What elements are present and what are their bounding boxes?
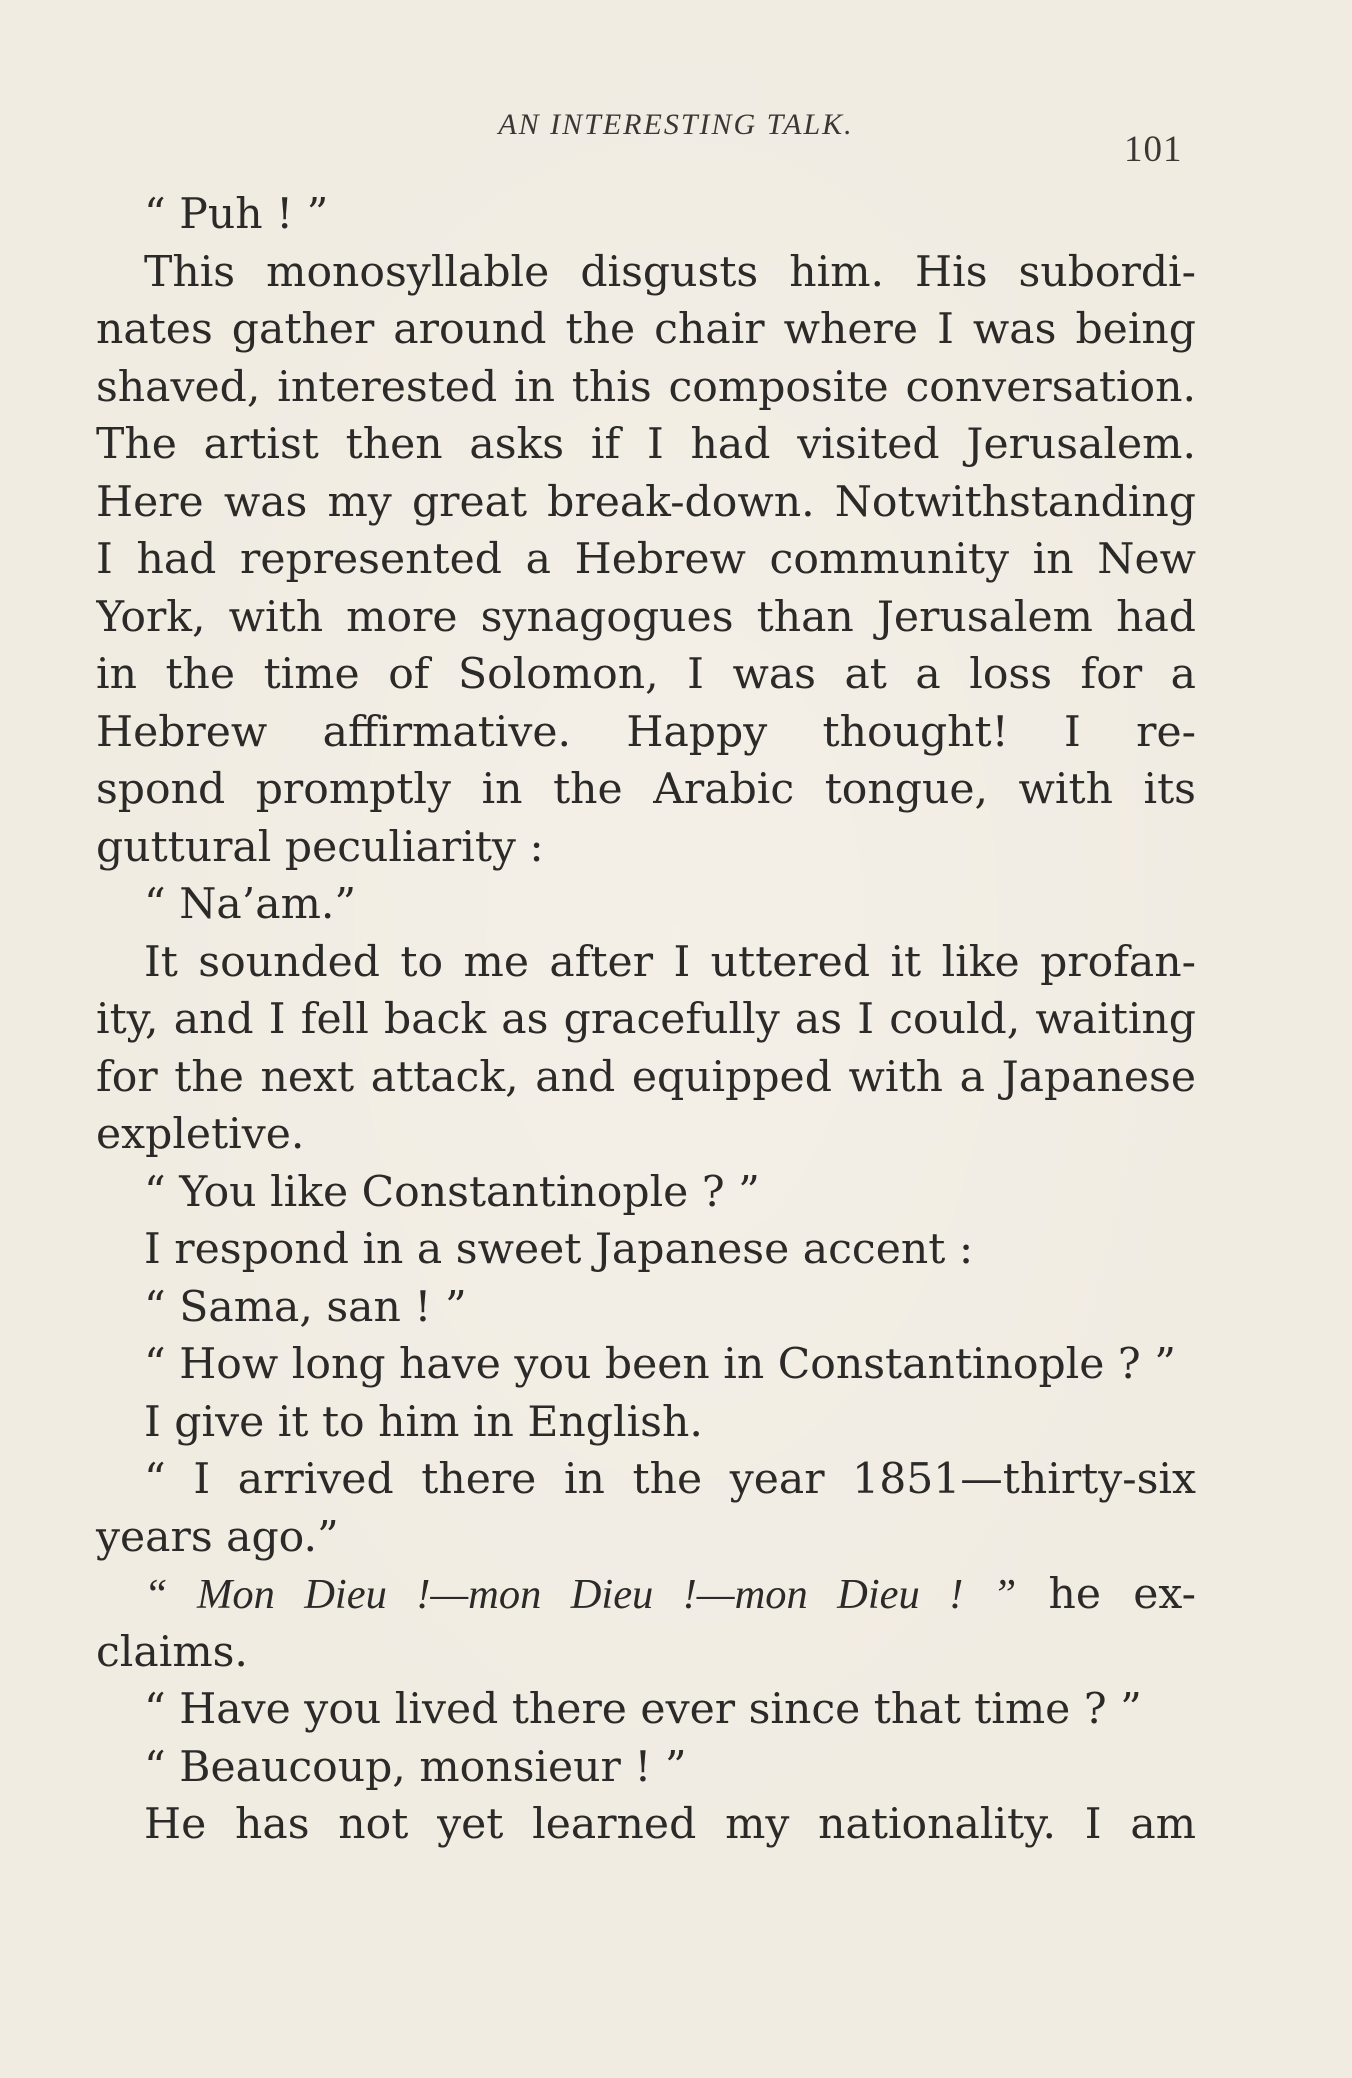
text-line-mixed xyxy=(96,1566,1196,1624)
text-line: I give it to him in English. xyxy=(144,1397,703,1447)
text-line: years ago.” xyxy=(96,1512,339,1562)
text-line: I respond in a sweet Japanese accent : xyxy=(144,1225,974,1274)
italic-span: “ Mon Dieu !—mon Dieu !—mon Dieu ! ” xyxy=(144,1571,1017,1618)
text-line: York, with more synagogues than Jerusalem had xyxy=(96,592,1196,642)
text-line: ity, and I fell back as gracefully as I could, waiting xyxy=(96,995,1196,1044)
text-line: “ How long have you been in Constantinople ? ” xyxy=(144,1340,1176,1389)
text-line: shaved, interested in this composite conversation. xyxy=(96,362,1196,412)
text-line: The artist then asks if I had visited Jerusalem. xyxy=(96,420,1196,469)
text-line: He has not yet learned my nationality. I am xyxy=(144,1800,1196,1849)
text-line: nates gather around the chair where I was being xyxy=(96,305,1196,354)
text-line: guttural peculiarity : xyxy=(96,822,544,872)
text-line: Hebrew affirmative. Happy thought! I re- xyxy=(96,707,1196,757)
text-line: “ Na’am.” xyxy=(144,880,357,929)
text-line: I had represented a Hebrew community in New xyxy=(96,535,1196,584)
text-line: It sounded to me after I uttered it like profan- xyxy=(144,937,1196,987)
text-line: for the next attack, and equipped with a Japanese xyxy=(96,1052,1196,1102)
running-head: AN INTERESTING TALK. xyxy=(498,108,854,141)
text-line: This monosyllable disgusts him. His subordi- xyxy=(144,247,1196,297)
text-line: claims. xyxy=(96,1627,248,1677)
body-text xyxy=(96,186,1196,1854)
text-line: “ Sama, san ! ” xyxy=(144,1282,467,1332)
text-line: expletive. xyxy=(96,1110,305,1159)
text-line: in the time of Solomon, I was at a loss for a xyxy=(96,650,1196,699)
text-line: spond promptly in the Arabic tongue, with its xyxy=(96,765,1196,814)
text-line: “ Puh ! ” xyxy=(144,190,329,239)
text-line: “ You like Constantinople ? ” xyxy=(144,1167,760,1217)
roman-span: he ex- xyxy=(1016,1570,1196,1619)
text-line: Here was my great break-down. Notwithstanding xyxy=(96,477,1196,527)
text-line: “ Beaucoup, monsieur ! ” xyxy=(144,1742,687,1792)
text-line: “ I arrived there in the year 1851—thirty-six xyxy=(144,1455,1196,1504)
page-number: 101 xyxy=(1124,129,1183,170)
text-line: “ Have you lived there ever since that time ? ” xyxy=(144,1685,1142,1734)
